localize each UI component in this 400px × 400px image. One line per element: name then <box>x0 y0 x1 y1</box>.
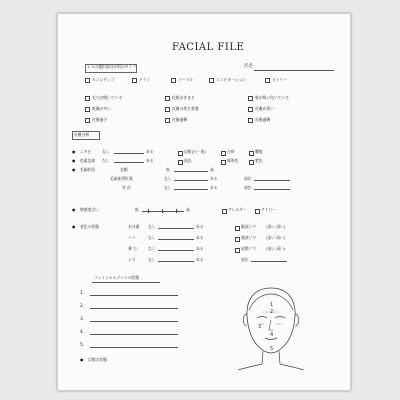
allergy-label: アレルギー <box>228 207 247 212</box>
feature-checkbox[interactable] <box>248 107 253 112</box>
checkbox-sensitive[interactable] <box>85 78 90 83</box>
zone-line[interactable] <box>90 295 178 296</box>
sub-scale-right: ある <box>210 185 218 190</box>
bullet-icon: ● <box>72 207 76 212</box>
aging-left: なし <box>148 224 156 229</box>
zone-number: 2. <box>80 304 85 309</box>
type-label-0: センシティブ <box>92 76 115 82</box>
row-label: 毛細状況 <box>80 167 96 172</box>
aging-row-label: 水分量 <box>128 224 140 229</box>
option-label: 褐茶色 <box>227 158 239 163</box>
face-diagram <box>236 284 306 370</box>
scale-left: なし <box>102 158 110 163</box>
feature-label: 皮膚が厚い <box>255 105 274 111</box>
atopy-checkbox[interactable] <box>255 209 260 214</box>
bullet-icon: ● <box>80 357 84 362</box>
option-checkbox[interactable] <box>249 151 254 156</box>
wrinkle-label: 眼部ジワ <box>241 224 257 229</box>
wrinkle-label: 眉間ジワ <box>241 246 257 251</box>
feature-label: 化粧がきまる <box>172 94 195 100</box>
zone-number: 4. <box>80 330 85 335</box>
checkbox-normal[interactable] <box>171 78 176 83</box>
zones-header-line <box>92 282 160 283</box>
zone-line[interactable] <box>90 321 178 322</box>
feature-label: 皮脂過少 <box>92 116 108 122</box>
wrinkle-depth: (浅い 深い) <box>266 235 286 240</box>
bullet-icon: ● <box>72 167 76 172</box>
option-label: 岩板(白・黒) <box>184 149 206 154</box>
sub-row-label: 死 皮 <box>122 185 131 190</box>
checkbox-combination[interactable] <box>209 78 214 83</box>
scale-tick <box>176 209 177 213</box>
type-label-4: オイリー <box>272 76 287 82</box>
feature-checkbox[interactable] <box>165 118 170 123</box>
feature-checkbox[interactable] <box>165 96 170 101</box>
sub-row-extra: 部位 <box>244 176 252 181</box>
feature-checkbox[interactable] <box>85 118 90 123</box>
sensitivity-label: 敏感度合い <box>80 207 99 212</box>
option-label: 膿疱 <box>255 149 263 154</box>
aging-scale[interactable] <box>158 228 194 229</box>
allergy-checkbox[interactable] <box>222 209 227 214</box>
feature-checkbox[interactable] <box>85 107 90 112</box>
option-label: 紫色 <box>255 158 263 163</box>
face-zone-number: 2 <box>270 309 274 315</box>
aging-scale[interactable] <box>158 261 194 262</box>
page-title: FACIAL FILE <box>172 42 245 53</box>
option-label: 丘疹 <box>227 149 235 154</box>
option-checkbox[interactable] <box>221 151 226 156</box>
skin-type-header: 1 つの選択項目が肌のタイプ <box>87 64 136 69</box>
aging-row-label: シワ <box>128 257 136 262</box>
feature-label: 皮膚の厚さ普通 <box>172 105 199 111</box>
feature-label: 皮脂過剰 <box>255 116 271 122</box>
extra-line[interactable] <box>251 261 287 262</box>
option-label: 黒色 <box>184 158 192 163</box>
row-label: 色素沈着 <box>80 158 96 163</box>
sub-scale-right: ある <box>210 176 218 181</box>
sensitivity-left: 低 <box>135 207 139 212</box>
sensitivity-right: 高 <box>186 207 190 212</box>
zone-line[interactable] <box>90 334 178 335</box>
scale-right: ある <box>146 158 154 163</box>
sub-scale-right: 高 <box>210 167 214 172</box>
extra-line[interactable] <box>254 180 290 181</box>
aging-row-label: 弾 力 <box>128 246 137 251</box>
bullet-icon: ● <box>72 158 76 163</box>
face-zone-number: 3 <box>258 324 262 330</box>
sub-scale-left: なし <box>164 185 172 190</box>
aging-row-label: ハリ <box>128 235 136 240</box>
wrinkle-depth: (浅い 深い) <box>266 246 286 251</box>
aging-left: なし <box>148 246 156 251</box>
zone-number: 3. <box>80 317 85 322</box>
name-line[interactable] <box>254 70 334 71</box>
feature-label: 毛穴が開いている <box>92 94 123 100</box>
aging-right: ある <box>196 235 204 240</box>
sub-scale-left: 低 <box>166 167 170 172</box>
zone-number: 5. <box>80 343 85 348</box>
face-zone-number: 1 <box>270 302 274 308</box>
wrinkle-depth: (浅い 深い) <box>266 224 286 229</box>
feature-label: 皮脂過剰 <box>172 116 188 122</box>
aging-right: ある <box>196 224 204 229</box>
wrinkle-checkbox[interactable] <box>235 237 240 242</box>
option-checkbox[interactable] <box>178 151 183 156</box>
type-label-3: コンビネーション <box>216 76 247 82</box>
bullet-icon: ● <box>72 224 76 229</box>
feature-checkbox[interactable] <box>85 96 90 101</box>
sub-row-extra: 部位 <box>244 185 252 190</box>
checkbox-dry[interactable] <box>132 78 137 83</box>
zone-line[interactable] <box>90 347 178 348</box>
feature-checkbox[interactable] <box>165 107 170 112</box>
bullet-icon: ● <box>72 149 76 154</box>
feature-checkbox[interactable] <box>248 96 253 101</box>
type-label-1: ドライ <box>139 76 151 82</box>
aging-left: なし <box>148 235 156 240</box>
feature-checkbox[interactable] <box>248 118 253 123</box>
scale-tick <box>148 209 149 213</box>
skin-analysis-header: 皮膚分析 <box>74 131 90 137</box>
row-label: ニキビ <box>80 149 92 154</box>
sub-row-label: 北側 <box>120 167 128 172</box>
name-label: 氏名 <box>244 64 253 69</box>
aging-right: ある <box>196 257 204 262</box>
extra-line[interactable] <box>254 189 290 190</box>
wrinkle-checkbox[interactable] <box>235 248 240 253</box>
atopy-label: アトピー <box>261 207 277 212</box>
scale-tick <box>162 209 163 213</box>
face-zone-number: 5 <box>270 346 274 352</box>
option-checkbox[interactable] <box>249 160 254 165</box>
face-zone-number: 4 <box>270 332 274 338</box>
aging-left: なし <box>148 257 156 262</box>
aging-label: 老化の状態 <box>80 224 99 229</box>
wrinkle-label: 部位 <box>241 257 249 262</box>
final-label: 目標の状態 <box>88 357 107 362</box>
facial-file-sheet <box>57 13 351 391</box>
zones-header: フェイシャルゾーンの状態 <box>94 275 140 280</box>
scale-line[interactable] <box>114 162 144 163</box>
scale-left: なし <box>102 149 110 154</box>
aging-scale[interactable] <box>158 239 194 240</box>
sub-scale-line[interactable] <box>174 180 208 181</box>
checkbox-oily[interactable] <box>265 78 270 83</box>
aging-scale[interactable] <box>158 250 194 251</box>
sub-row-label: 毛細血管拡張 <box>110 176 133 181</box>
zone-number: 1. <box>80 291 85 296</box>
wrinkle-label: 額部ジワ <box>241 235 257 240</box>
feature-label: 乾燥が多い <box>92 105 111 111</box>
aging-right: ある <box>196 246 204 251</box>
scale-line[interactable] <box>114 153 144 154</box>
option-checkbox[interactable] <box>178 160 183 165</box>
feature-label: 肌が吸い付いている <box>255 94 290 100</box>
sub-scale-line[interactable] <box>174 189 208 190</box>
sub-scale-left: なし <box>164 176 172 181</box>
option-checkbox[interactable] <box>221 160 226 165</box>
zone-line[interactable] <box>90 308 178 309</box>
type-label-2: ノーマル <box>178 76 194 82</box>
scale-right: ある <box>146 149 154 154</box>
wrinkle-checkbox[interactable] <box>235 226 240 231</box>
sub-scale-line[interactable] <box>174 171 208 172</box>
